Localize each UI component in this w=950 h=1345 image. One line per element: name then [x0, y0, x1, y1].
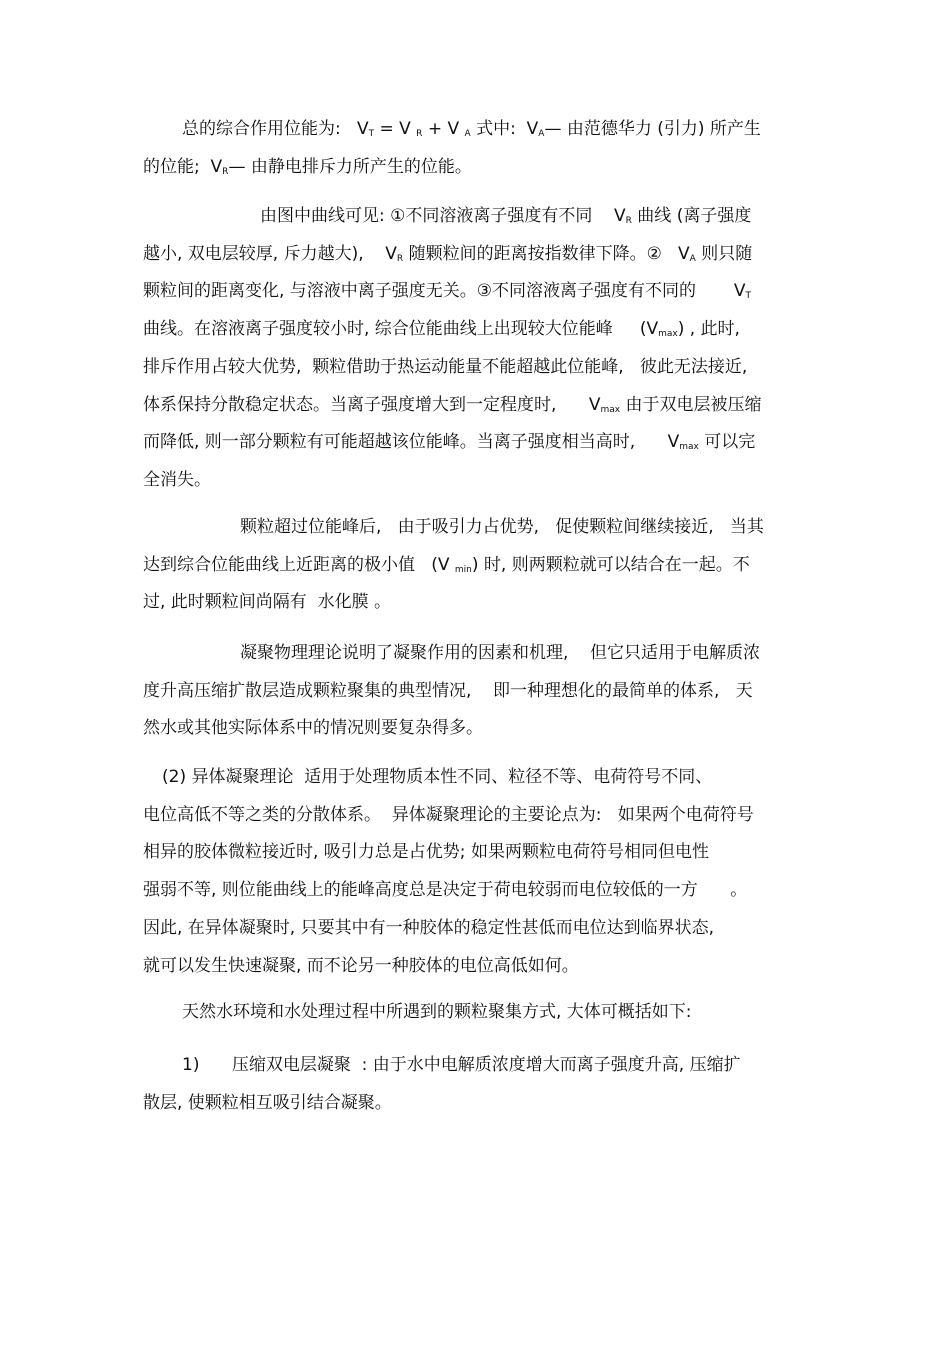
text-run: 强弱不等, 则位能曲线上的能峰高度总是决定于荷电较弱而电位较低的一方 。	[143, 880, 748, 900]
text-line	[143, 554, 750, 576]
subscript: R	[416, 129, 423, 139]
subscript: T	[368, 129, 375, 139]
text-line	[143, 955, 579, 977]
text-run: 式中: V	[470, 119, 539, 139]
text-run: 由图中曲线可见: ①不同溶液离子强度有不同 V	[260, 206, 626, 226]
text-line	[143, 680, 753, 702]
text-line	[143, 841, 709, 863]
text-line	[143, 318, 740, 340]
subscript: min	[454, 565, 472, 575]
text-run: 总的综合作用位能为: V	[182, 119, 369, 139]
text-line	[143, 917, 714, 939]
subscript: A	[689, 254, 696, 264]
text-line	[162, 766, 712, 788]
subscript: max	[600, 405, 621, 415]
text-run: 的位能; V	[143, 157, 223, 177]
text-run: 过, 此时颗粒间尚隔有 水化膜 。	[143, 592, 392, 612]
text-line	[143, 804, 754, 826]
text-run: = V	[374, 119, 417, 139]
text-run: 度升高压缩扩散层造成颗粒聚集的典型情况, 即一种理想化的最简单的体系, 天	[143, 681, 753, 701]
text-run: 因此, 在异体凝聚时, 只要其中有一种胶体的稳定性甚低而电位达到临界状态,	[143, 918, 715, 938]
text-run: 颗粒间的距离变化, 与溶液中离子强度无关。③不同溶液离子强度有不同的 V	[143, 281, 746, 301]
text-run: 而降低, 则一部分颗粒有可能超越该位能峰。当离子强度相当高时, V	[143, 432, 680, 452]
text-run: 全消失。	[143, 470, 211, 490]
text-run: 越小, 双电层较厚, 斥力越大), V	[143, 244, 397, 264]
text-line	[260, 205, 751, 227]
text-run: 体系保持分散稳定状态。当离子强度增大到一定程度时, V	[143, 395, 601, 415]
text-line	[143, 717, 483, 739]
text-line	[143, 469, 211, 491]
text-run: 曲线。在溶液离子强度较小时, 综合位能曲线上出现较大位能峰 (V	[143, 319, 659, 339]
text-run: 颗粒超过位能峰后, 由于吸引力占优势, 促使颗粒间继续接近, 当其	[240, 517, 764, 537]
text-line	[182, 1001, 692, 1023]
text-run: ) , 此时,	[677, 319, 740, 339]
text-line	[143, 431, 755, 453]
text-line	[240, 642, 760, 664]
text-line	[182, 1054, 741, 1076]
text-run: 散层, 使颗粒相互吸引结合凝聚。	[143, 1093, 392, 1113]
text-run: 达到综合位能曲线上近距离的极小值 (V	[143, 555, 455, 575]
text-run: 天然水环境和水处理过程中所遇到的颗粒聚集方式, 大体可概括如下:	[182, 1002, 692, 1022]
text-run: 然水或其他实际体系中的情况则要复杂得多。	[143, 718, 483, 738]
text-line	[143, 1092, 392, 1114]
subscript: R	[625, 216, 632, 226]
text-run: — 由范德华力 (引力) 所产生	[544, 119, 761, 139]
text-line	[182, 118, 761, 140]
text-line	[143, 156, 472, 178]
subscript: A	[538, 129, 545, 139]
text-run: 排斥作用占较大优势, 颗粒借助于热运动能量不能超越此位能峰, 彼此无法接近,	[143, 357, 748, 377]
subscript: max	[658, 329, 678, 339]
text-line	[143, 280, 751, 302]
text-run: ) 时, 则两颗粒就可以结合在一起。不	[471, 555, 750, 575]
text-run: — 由静电排斥力所产生的位能。	[228, 157, 472, 177]
text-line	[143, 879, 747, 901]
text-run: 相异的胶体微粒接近时, 吸引力总是占优势; 如果两颗粒电荷符号相同但电性	[143, 842, 709, 862]
subscript: R	[222, 167, 229, 177]
text-run: + V	[422, 119, 465, 139]
text-line	[143, 356, 747, 378]
text-line	[143, 394, 761, 416]
subscript: T	[745, 291, 752, 301]
text-line	[240, 516, 764, 538]
text-run: 凝聚物理理论说明了凝聚作用的因素和机理, 但它只适用于电解质浓	[240, 643, 761, 663]
subscript: A	[464, 129, 471, 139]
text-line	[143, 591, 391, 613]
subscript: R	[396, 254, 404, 264]
text-run: 就可以发生快速凝聚, 而不论另一种胶体的电位高低如何。	[143, 956, 579, 976]
subscript: max	[679, 442, 699, 452]
text-run: 电位高低不等之类的分散体系。 异体凝聚理论的主要论点为: 如果两个电荷符号	[143, 805, 754, 825]
text-run: 随颗粒间的距离按指数律下降。② V	[403, 244, 690, 264]
text-run: 由于双电层被压缩	[620, 395, 762, 415]
text-line	[143, 243, 752, 265]
text-run: 可以完	[698, 432, 756, 452]
text-run: 则只随	[695, 244, 753, 264]
text-run: (2) 异体凝聚理论 适用于处理物质本性不同、粒径不等、电荷符号不同、	[162, 767, 713, 787]
text-run: 曲线 (离子强度	[631, 206, 752, 226]
text-run: 1) 压缩双电层凝聚 : 由于水中电解质浓度增大而离子强度升高, 压缩扩	[182, 1055, 741, 1075]
